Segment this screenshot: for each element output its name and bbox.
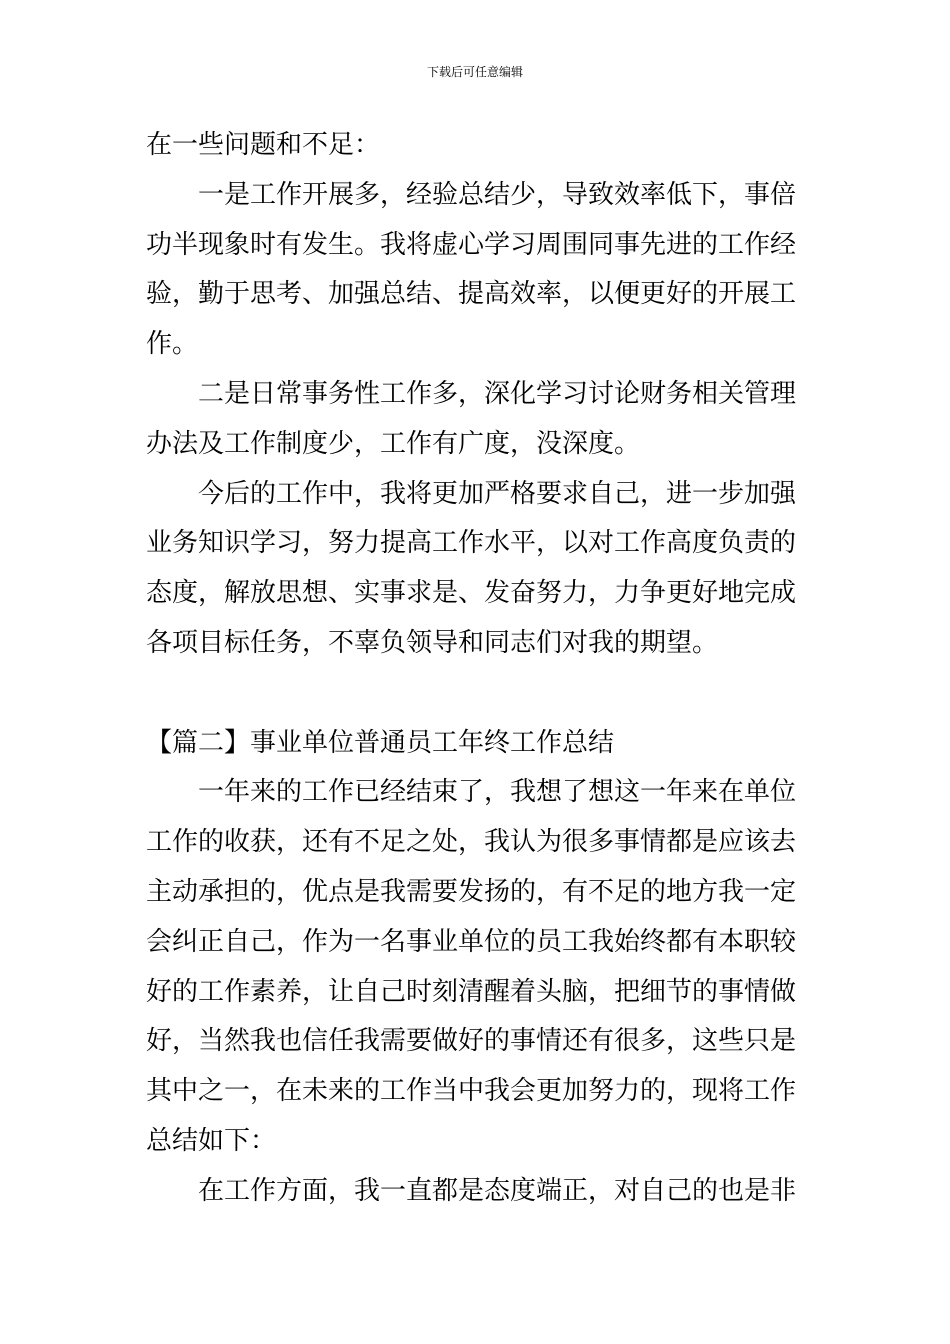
- text-line: 总结如下：: [146, 1125, 277, 1156]
- text-line: 在一些问题和不足：: [146, 130, 381, 160]
- text-line: 验，勤于思考、加强总结、提高效率，以便更好的开展工: [146, 279, 797, 310]
- paragraph-intro: [146, 121, 806, 171]
- text-line: 一年来的工作已经结束了，我想了想这一年来在单位: [146, 777, 797, 808]
- text-line: 工作的收获，还有不足之处，我认为很多事情都是应该去: [146, 827, 797, 858]
- text-line: 在工作方面，我一直都是态度端正，对自己的也是非: [146, 1175, 797, 1206]
- paragraph-point-two: [146, 370, 806, 470]
- text-line: 业务知识学习，努力提高工作水平，以对工作高度负责的: [146, 528, 797, 559]
- paragraph-future-work: [146, 470, 806, 669]
- text-line: 各项目标任务，不辜负领导和同志们对我的期望。: [146, 627, 719, 658]
- paragraph-point-one: [146, 171, 806, 370]
- paragraph-work-attitude: [146, 1167, 806, 1217]
- text-line: 会纠正自己，作为一名事业单位的员工我始终都有本职较: [146, 926, 797, 957]
- page-header-note: 下载后可任意编辑: [426, 65, 523, 79]
- document-body: [146, 121, 806, 1217]
- section-gap: [146, 669, 806, 719]
- text-line: 主动承担的，优点是我需要发扬的，有不足的地方我一定: [146, 876, 797, 907]
- paragraph-summary-intro: [146, 768, 806, 1166]
- text-line: 好，当然我也信任我需要做好的事情还有很多，这些只是: [146, 1026, 797, 1057]
- text-line: 功半现象时有发生。我将虚心学习周围同事先进的工作经: [146, 229, 797, 260]
- text-line: 好的工作素养，让自己时刻清醒着头脑，把细节的事情做: [146, 976, 797, 1007]
- text-line: 一是工作开展多，经验总结少，导致效率低下，事倍: [146, 179, 797, 210]
- section-title: 【篇二】事业单位普通员工年终工作总结: [146, 727, 615, 758]
- text-line: 作。: [146, 329, 199, 360]
- text-line: 二是日常事务性工作多，深化学习讨论财务相关管理: [146, 378, 797, 409]
- section-heading: [146, 719, 806, 769]
- text-line: 态度，解放思想、实事求是、发奋努力，力争更好地完成: [146, 578, 797, 609]
- text-line: 办法及工作制度少，工作有广度，没深度。: [146, 428, 641, 459]
- text-line: 其中之一，在未来的工作当中我会更加努力的，现将工作: [146, 1076, 797, 1107]
- text-line: 今后的工作中，我将更加严格要求自己，进一步加强: [146, 478, 797, 509]
